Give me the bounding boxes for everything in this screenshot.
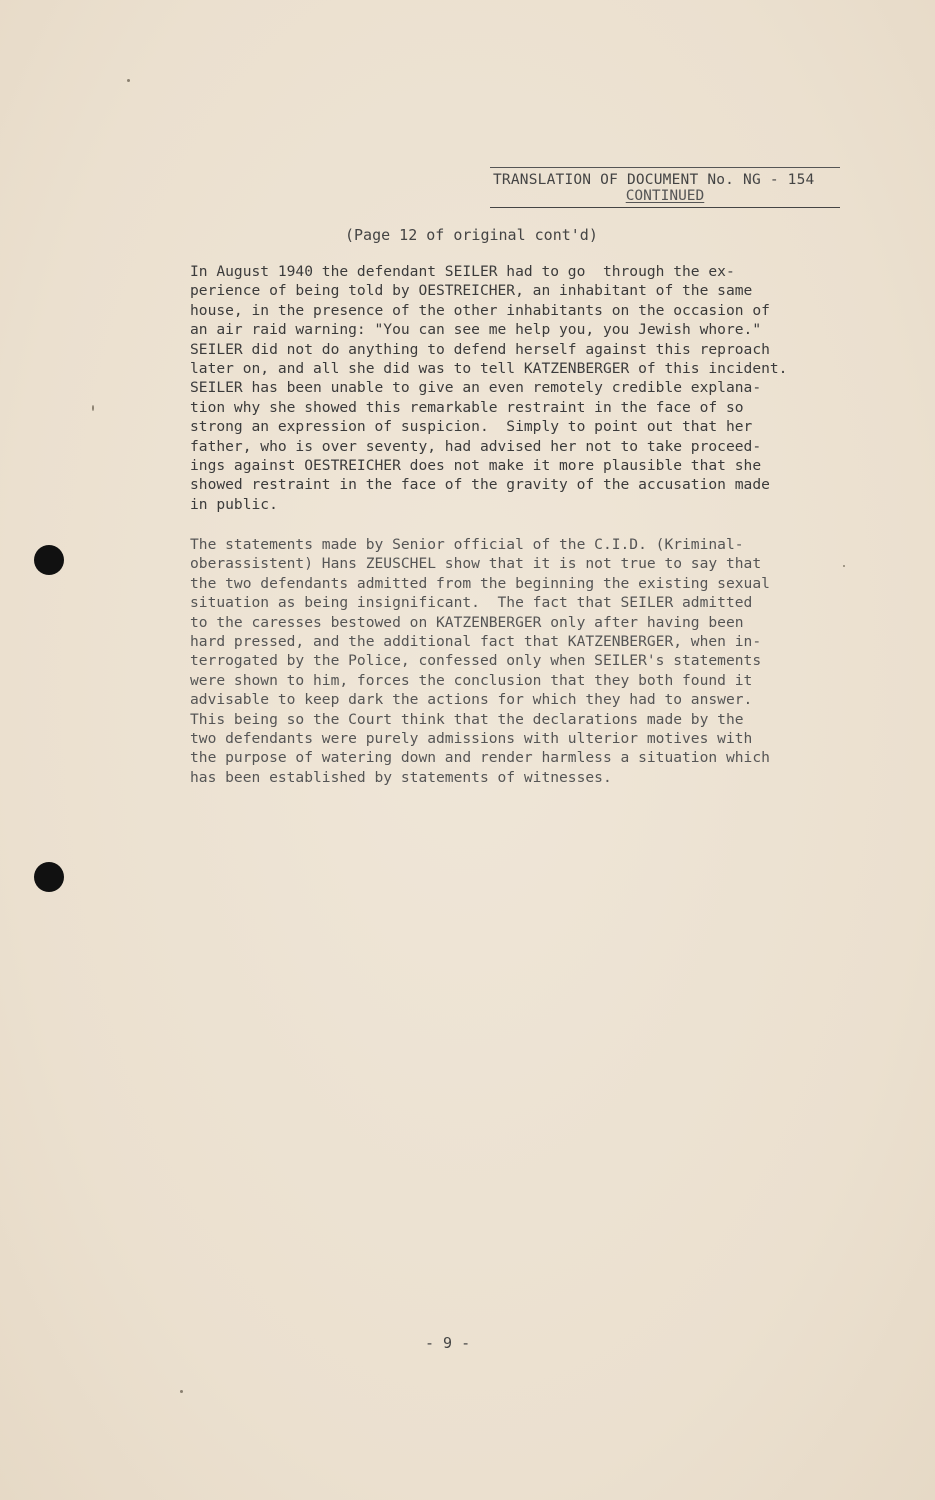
text-line: were shown to him, forces the conclusion that they both found it bbox=[190, 671, 753, 689]
text-line: This being so the Court think that the declarations made by the bbox=[190, 710, 744, 728]
text-line: to the caresses bestowed on KATZENBERGER only after having been bbox=[190, 613, 744, 631]
text-line: hard pressed, and the additional fact that KATZENBERGER, when in- bbox=[190, 633, 762, 651]
text-line: ings against OESTREICHER does not make it more plausible that she bbox=[190, 457, 762, 475]
text-line: in public. bbox=[190, 495, 278, 513]
text-line: oberassistent) Hans ZEUSCHEL show that it is not true to say that bbox=[190, 555, 762, 573]
text-line: the two defendants admitted from the beginning the existing sexual bbox=[190, 574, 770, 592]
paper-speck bbox=[127, 79, 130, 82]
document-title: TRANSLATION OF DOCUMENT No. NG - 154 bbox=[493, 172, 815, 188]
document-header bbox=[490, 167, 840, 208]
text-line: situation as being insignificant. The fact that SEILER admitted bbox=[190, 594, 753, 612]
text-line: an air raid warning: "You can see me help you, you Jewish whore." bbox=[190, 321, 762, 339]
text-line: strong an expression of suspicion. Simply to point out that her bbox=[190, 418, 753, 436]
document-subtitle: CONTINUED bbox=[625, 188, 705, 204]
header-rule-bottom bbox=[490, 207, 840, 208]
text-line: father, who is over seventy, had advised her not to take proceed- bbox=[190, 437, 762, 455]
text-line: house, in the presence of the other inhabitants on the occasion of bbox=[190, 301, 770, 319]
punch-hole-top bbox=[34, 545, 64, 575]
text-line: perience of being told by OESTREICHER, an inhabitant of the same bbox=[190, 282, 753, 300]
body-paragraph-1 bbox=[190, 262, 787, 514]
paper-speck bbox=[180, 1390, 183, 1393]
text-line: In August 1940 the defendant SEILER had to go through the ex- bbox=[190, 263, 735, 280]
text-line: advisable to keep dark the actions for which they had to answer. bbox=[190, 691, 753, 709]
text-line: has been established by statements of witnesses. bbox=[190, 768, 612, 786]
text-line: tion why she showed this remarkable restraint in the face of so bbox=[190, 398, 744, 416]
original-page-reference: (Page 12 of original cont'd) bbox=[345, 226, 598, 244]
text-line: the purpose of watering down and render harmless a situation which bbox=[190, 749, 770, 767]
text-line: later on, and all she did was to tell KATZENBERGER of this incident. bbox=[190, 360, 788, 378]
text-line: two defendants were purely admissions with ulterior motives with bbox=[190, 730, 753, 748]
paper-speck bbox=[843, 565, 845, 567]
text-line: terrogated by the Police, confessed only when SEILER's statements bbox=[190, 652, 762, 670]
body-paragraph-2 bbox=[190, 535, 770, 787]
text-line: SEILER did not do anything to defend herself against this reproach bbox=[190, 340, 770, 358]
text-line: showed restraint in the face of the gravity of the accusation made bbox=[190, 476, 770, 494]
paper-speck bbox=[92, 405, 94, 411]
punch-hole-bottom bbox=[34, 862, 64, 892]
page-number: - 9 - bbox=[425, 1334, 471, 1352]
text-line: The statements made by Senior official of the C.I.D. (Kriminal- bbox=[190, 536, 744, 553]
text-line: SEILER has been unable to give an even remotely credible explana- bbox=[190, 379, 762, 397]
